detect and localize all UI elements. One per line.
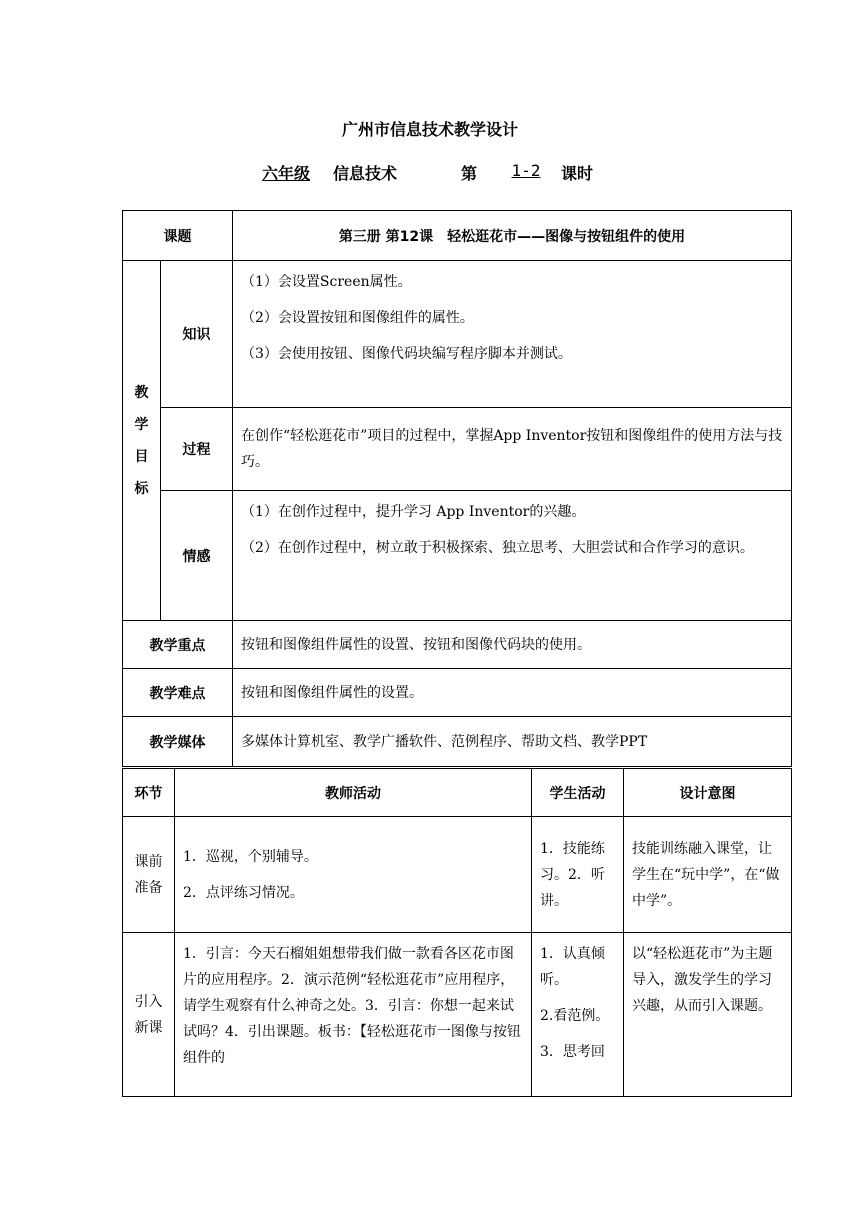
topic-label: 课题 xyxy=(123,211,233,261)
teacher-activity-cell: 1．引言：今天石榴姐姐想带我们做一款看各区花市图片的应用程序。2．演示范例“轻松逛花市”应用程序，请学生观察有什么神奇之处。3．引言：你想一起来试试吗？4．引出课题。板书：【轻松逛花市一图像与按钮组件的 xyxy=(175,933,532,1097)
knowledge-item: （1）会设置Screen属性。 xyxy=(241,274,412,290)
student-activity-cell: 1．认真倾听。 2.看范例。 3．思考回 xyxy=(532,933,624,1097)
stage-cell: 引入新课 xyxy=(123,933,175,1097)
media-label: 教学媒体 xyxy=(123,717,233,767)
period-value: 1-2 xyxy=(511,161,541,180)
lesson-info-table xyxy=(122,210,792,767)
emotion-item: （2）在创作过程中，树立敢于积极探索、独立思考、大胆尝试和合作学习的意识。 xyxy=(241,540,754,556)
stage-cell: 课前准备 xyxy=(123,817,175,933)
grade: 六年级 xyxy=(262,164,311,183)
design-intent-cell: 技能训练融入课堂，让学生在“玩中学”，在“做中学”。 xyxy=(624,817,792,933)
knowledge-label: 知识 xyxy=(161,261,233,408)
difficult-point-label: 教学难点 xyxy=(123,669,233,717)
header-design-intent: 设计意图 xyxy=(624,769,792,817)
header-student-activity: 学生活动 xyxy=(532,769,624,817)
period-prefix: 第 xyxy=(461,164,478,183)
teaching-process-table xyxy=(122,768,792,1097)
emotion-label: 情感 xyxy=(161,491,233,621)
period-suffix: 课时 xyxy=(561,164,594,183)
subject: 信息技术 xyxy=(333,164,398,183)
difficult-point-content: 按钮和图像组件属性的设置。 xyxy=(233,669,792,717)
media-content: 多媒体计算机室、教学广播软件、范例程序、帮助文档、教学PPT xyxy=(233,717,792,767)
topic-value: 第三册 第12课 轻松逛花市——图像与按钮组件的使用 xyxy=(233,211,792,261)
document-subtitle xyxy=(0,161,860,183)
goals-label: 教 学 目 标 xyxy=(123,261,161,621)
knowledge-item: （3）会使用按钮、图像代码块编写程序脚本并测试。 xyxy=(241,346,572,362)
teacher-activity-cell: 1．巡视，个别辅导。 2．点评练习情况。 xyxy=(175,817,532,933)
knowledge-content xyxy=(233,261,792,408)
design-intent-cell: 以“轻松逛花市”为主题导入，激发学生的学习兴趣，从而引入课题。 xyxy=(624,933,792,1097)
key-point-label: 教学重点 xyxy=(123,621,233,669)
key-point-content: 按钮和图像组件属性的设置、按钮和图像代码块的使用。 xyxy=(233,621,792,669)
header-stage: 环节 xyxy=(123,769,175,817)
emotion-content xyxy=(233,491,792,621)
header-teacher-activity: 教师活动 xyxy=(175,769,532,817)
student-activity-cell: 1．技能练习。2．听讲。 xyxy=(532,817,624,933)
process-label: 过程 xyxy=(161,408,233,491)
process-content: 在创作“轻松逛花市”项目的过程中，掌握App Inventor按钮和图像组件的使用方法与技巧。 xyxy=(233,408,792,491)
document-title: 广州市信息技术教学设计 xyxy=(341,120,518,139)
emotion-item: （1）在创作过程中，提升学习 App Inventor的兴趣。 xyxy=(241,504,586,520)
knowledge-item: （2）会设置按钮和图像组件的属性。 xyxy=(241,310,474,326)
